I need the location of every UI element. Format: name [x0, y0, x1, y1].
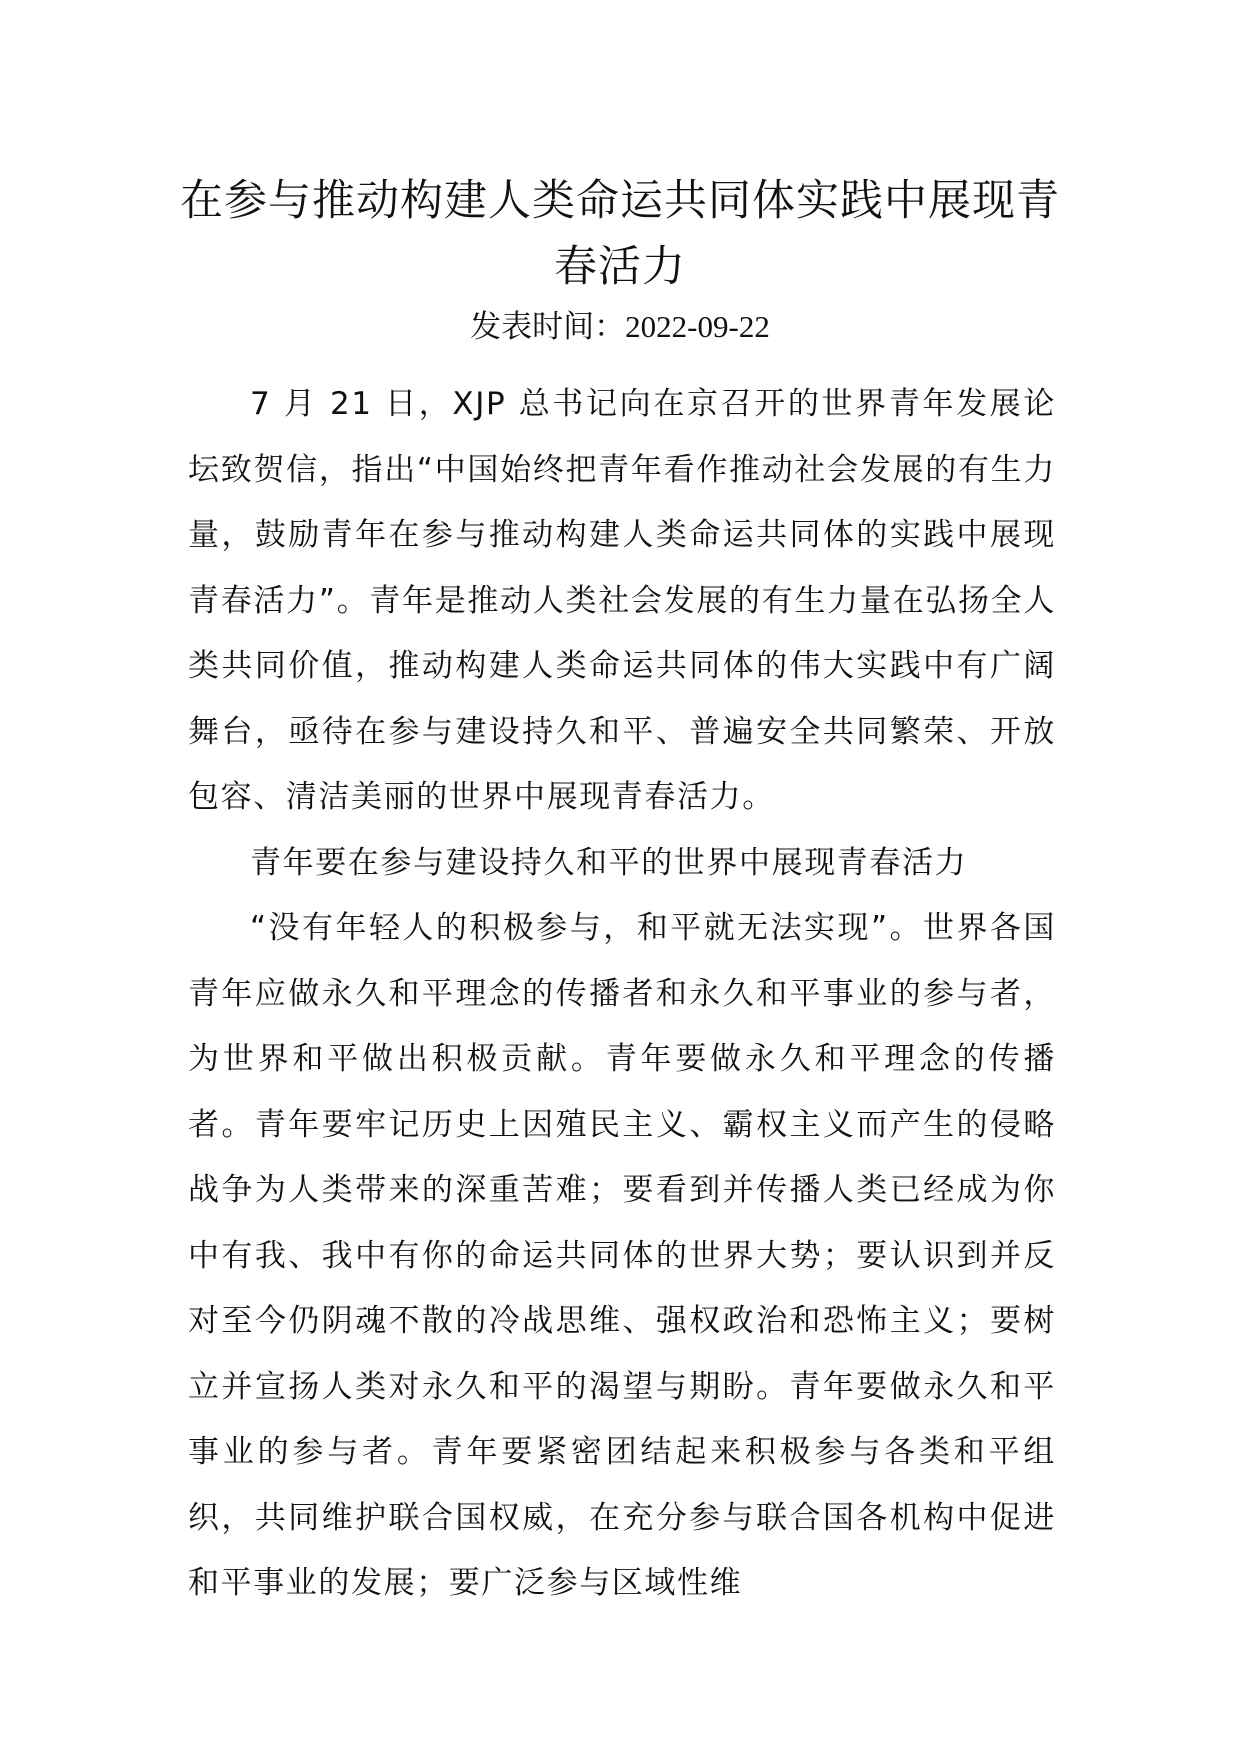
section-heading-peace: 青年要在参与建设持久和平的世界中展现青春活力 [250, 844, 968, 881]
publish-date-label: 发表时间： [470, 309, 626, 345]
document-title: 在参与推动构建人类命运共同体实践中展现青春活力 [180, 176, 1060, 292]
publish-date [180, 302, 1060, 352]
paragraph-intro: 7 月 21 日，XJP 总书记向在京召开的世界青年发展论坛致贺信，指出“中国始终把青年看作推动社会发展的有生力量，鼓励青年在参与推动构建人类命运共同体的实践中展现青春活力”。青年是推动人类社会发展的有生力量在弘扬全人类共同价值，推动构建人类命运共同体的伟大实践中有广阔舞台，亟待在参与建设持久和平、普遍安全共同繁荣、开放包容、清洁美丽的世界中展现青春活力。 [188, 386, 1056, 815]
article-body [188, 372, 1056, 1617]
publish-date-value: 2022-09-22 [625, 309, 770, 344]
paragraph-peace: “没有年轻人的积极参与，和平就无法实现”。世界各国青年应做永久和平理念的传播者和永久和平事业的参与者，为世界和平做出积极贡献。青年要做永久和平理念的传播者。青年要牢记历史上因殖民主义、霸权主义而产生的侵略战争为人类带来的深重苦难；要看到并传播人类已经成为你中有我、我中有你的命运共同体的世界大势；要认识到并反对至今仍阴魂不散的冷战思维、强权政治和恐怖主义；要树立并宣扬人类对永久和平的渴望与期盼。青年要做永久和平事业的参与者。青年要紧密团结起来积极参与各类和平组织，共同维护联合国权威，在充分参与联合国各机构中促进和平事业的发展；要广泛参与区域性维 [188, 910, 1056, 1601]
